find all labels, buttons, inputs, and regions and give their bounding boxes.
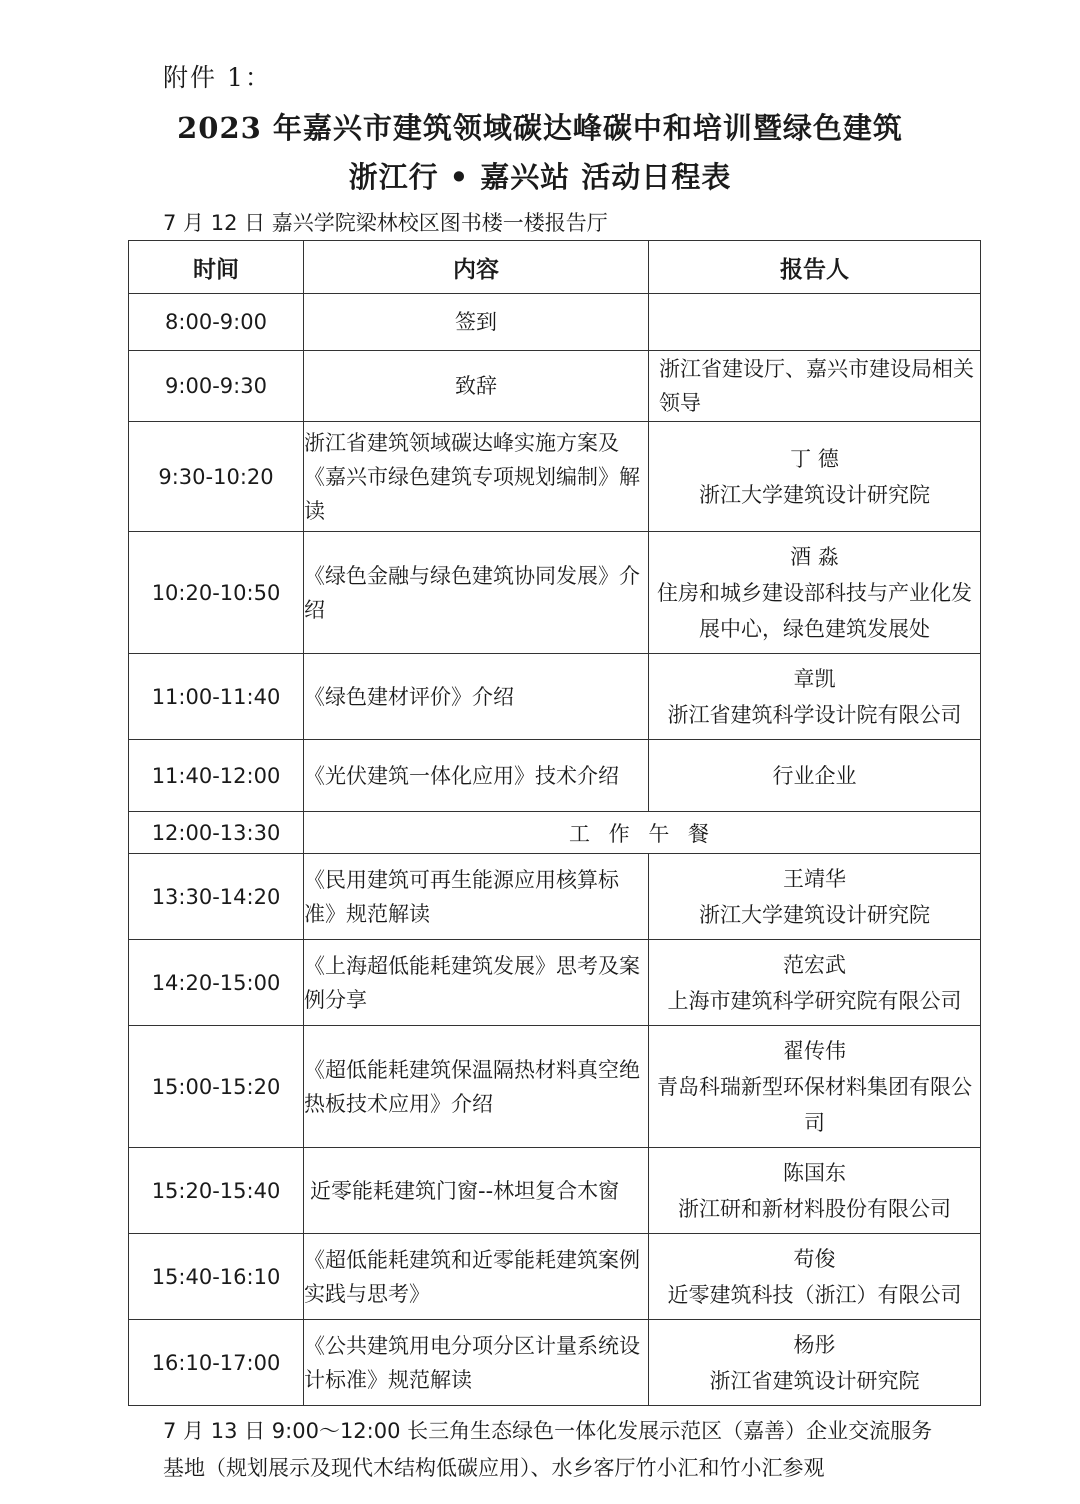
row-time: 15:40-16:10: [129, 1234, 304, 1320]
table-row: [129, 422, 981, 532]
table-row: [129, 351, 981, 422]
row-speaker: [649, 654, 981, 740]
header-speaker: 报告人: [649, 241, 981, 294]
row-content: 《上海超低能耗建筑发展》思考及案例分享: [304, 940, 649, 1026]
row-content: 近零能耗建筑门窗--林坦复合木窗: [304, 1148, 649, 1234]
row-speaker: [649, 422, 981, 532]
speaker-name: 酒 淼: [790, 544, 839, 569]
row-time: 15:00-15:20: [129, 1026, 304, 1148]
header-content: 内容: [304, 241, 649, 294]
row-content: 签到: [304, 294, 649, 351]
table-row: [129, 812, 981, 854]
row-time: 11:40-12:00: [129, 740, 304, 812]
speaker-org: 浙江省建设厅、嘉兴市建设局相关领导: [659, 357, 974, 415]
speaker-name: 杨彤: [793, 1332, 836, 1357]
table-row: [129, 1320, 981, 1406]
speaker-name: 陈国东: [783, 1160, 846, 1185]
header-time: 时间: [129, 241, 304, 294]
lunch-break: 工 作 午 餐: [304, 812, 981, 854]
row-content: 浙江省建筑领域碳达峰实施方案及《嘉兴市绿色建筑专项规划编制》解读: [304, 422, 649, 532]
row-time: 13:30-14:20: [129, 854, 304, 940]
row-speaker: [649, 1026, 981, 1148]
row-time: 14:20-15:00: [129, 940, 304, 1026]
row-content: 《公共建筑用电分项分区计量系统设计标准》规范解读: [304, 1320, 649, 1406]
speaker-org: 浙江省建筑设计研究院: [709, 1368, 920, 1393]
table-row: [129, 740, 981, 812]
table-row: [129, 294, 981, 351]
row-speaker: [649, 1234, 981, 1320]
document-title-line-1: 2023 年嘉兴市建筑领域碳达峰碳中和培训暨绿色建筑: [177, 111, 903, 145]
day2-schedule-note: 7 月 13 日 9:00～12:00 长三角生态绿色一体化发展示范区（嘉善）企业交流服务基地（规划展示及现代木结构低碳应用）、水乡客厅竹小汇和竹小汇参观: [163, 1419, 933, 1480]
row-time: 11:00-11:40: [129, 654, 304, 740]
row-speaker: [649, 351, 981, 422]
speaker-name: 苟俊: [793, 1246, 836, 1271]
row-speaker: [649, 1148, 981, 1234]
attachment-label: 附件 1：: [163, 63, 272, 92]
table-header-row: [129, 241, 981, 294]
speaker-org: 浙江省建筑科学设计院有限公司: [667, 702, 962, 727]
row-content: 《绿色建材评价》介绍: [304, 654, 649, 740]
row-content: 《民用建筑可再生能源应用核算标准》规范解读: [304, 854, 649, 940]
speaker-org: 上海市建筑科学研究院有限公司: [667, 988, 962, 1013]
row-speaker: [649, 532, 981, 654]
speaker-org: 浙江大学建筑设计研究院: [699, 482, 930, 507]
row-time: 15:20-15:40: [129, 1148, 304, 1234]
speaker-org: 行业企业: [772, 763, 857, 788]
speaker-name: 范宏武: [783, 952, 846, 977]
speaker-name: 王靖华: [783, 866, 846, 891]
row-speaker: [649, 854, 981, 940]
row-speaker: [649, 940, 981, 1026]
speaker-name: 章凯: [793, 666, 836, 691]
row-time: 9:00-9:30: [129, 351, 304, 422]
row-content: 《光伏建筑一体化应用》技术介绍: [304, 740, 649, 812]
table-row: [129, 1026, 981, 1148]
row-time: 8:00-9:00: [129, 294, 304, 351]
speaker-org: 住房和城乡建设部科技与产业化发展中心，绿色建筑发展处: [657, 580, 972, 641]
table-row: [129, 1148, 981, 1234]
row-time: 12:00-13:30: [129, 812, 304, 854]
speaker-name: 翟传伟: [783, 1038, 846, 1063]
row-content: 致辞: [304, 351, 649, 422]
document-title-line-2: 浙江行 • 嘉兴站 活动日程表: [348, 160, 732, 194]
row-content: 《超低能耗建筑保温隔热材料真空绝热板技术应用》介绍: [304, 1026, 649, 1148]
day1-date-venue: 7 月 12 日 嘉兴学院梁林校区图书楼一楼报告厅: [163, 211, 608, 235]
row-time: 16:10-17:00: [129, 1320, 304, 1406]
table-row: [129, 532, 981, 654]
table-row: [129, 940, 981, 1026]
row-content: 《绿色金融与绿色建筑协同发展》介绍: [304, 532, 649, 654]
row-speaker: [649, 294, 981, 351]
table-row: [129, 854, 981, 940]
schedule-table: [128, 240, 981, 1406]
row-content: 《超低能耗建筑和近零能耗建筑案例实践与思考》: [304, 1234, 649, 1320]
speaker-org: 浙江研和新材料股份有限公司: [678, 1196, 951, 1221]
row-speaker: [649, 1320, 981, 1406]
row-time: 10:20-10:50: [129, 532, 304, 654]
table-row: [129, 654, 981, 740]
row-speaker: [649, 740, 981, 812]
speaker-org: 青岛科瑞新型环保材料集团有限公司: [657, 1074, 972, 1135]
table-row: [129, 1234, 981, 1320]
speaker-org: 浙江大学建筑设计研究院: [699, 902, 930, 927]
row-time: 9:30-10:20: [129, 422, 304, 532]
speaker-org: 近零建筑科技（浙江）有限公司: [667, 1282, 962, 1307]
speaker-name: 丁 德: [790, 446, 839, 471]
